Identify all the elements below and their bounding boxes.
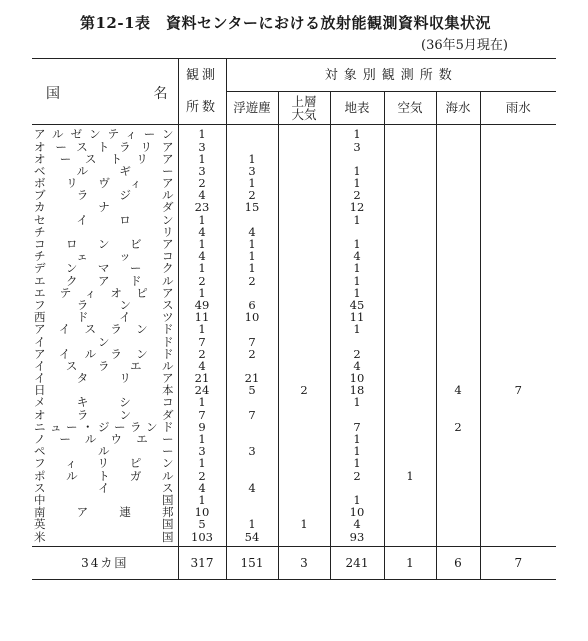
country-name: ポルトガル — [32, 470, 178, 482]
country-name: オーストリア — [32, 153, 178, 165]
surface-count: 4 — [330, 519, 384, 531]
dust-count: 1 — [226, 153, 278, 165]
sea-count — [436, 239, 480, 251]
rain-count — [480, 495, 556, 507]
total-count: 11 — [178, 312, 226, 324]
header-air: 空気 — [384, 92, 436, 125]
air-count — [384, 239, 436, 251]
total-row-sea: 6 — [436, 547, 480, 580]
total-count: 2 — [178, 275, 226, 287]
upper-air-count — [278, 482, 330, 494]
rain-count — [480, 275, 556, 287]
air-count — [384, 385, 436, 397]
air-count — [384, 507, 436, 519]
dust-count: 1 — [226, 519, 278, 531]
rain-count — [480, 458, 556, 470]
country-name: カナダ — [32, 202, 178, 214]
surface-count: 2 — [330, 470, 384, 482]
upper-air-count — [278, 166, 330, 178]
upper-air-count — [278, 312, 330, 324]
surface-count: 45 — [330, 300, 384, 312]
air-count — [384, 125, 436, 142]
air-count — [384, 263, 436, 275]
radioactivity-data-table — [32, 58, 556, 580]
upper-air-count — [278, 434, 330, 446]
upper-air-count — [278, 324, 330, 336]
total-count: 9 — [178, 422, 226, 434]
rain-count — [480, 422, 556, 434]
surface-count: 10 — [330, 507, 384, 519]
rain-count — [480, 470, 556, 482]
country-name: コロンビア — [32, 239, 178, 251]
upper-air-count — [278, 531, 330, 547]
country-name: 米国 — [32, 531, 178, 547]
sea-count — [436, 153, 480, 165]
air-count — [384, 178, 436, 190]
total-count: 10 — [178, 507, 226, 519]
sea-count — [436, 434, 480, 446]
air-count — [384, 495, 436, 507]
country-name: 西ドイツ — [32, 312, 178, 324]
rain-count — [480, 263, 556, 275]
header-upper-air — [278, 92, 330, 125]
country-name: オーストラリア — [32, 141, 178, 153]
total-count: 7 — [178, 336, 226, 348]
header-sea: 海水 — [436, 92, 480, 125]
total-count: 23 — [178, 202, 226, 214]
rain-count — [480, 336, 556, 348]
sea-count — [436, 214, 480, 226]
sea-count — [436, 312, 480, 324]
sea-count — [436, 336, 480, 348]
header-total-top: 観測 — [178, 59, 226, 92]
upper-air-count — [278, 275, 330, 287]
air-count — [384, 214, 436, 226]
country-name: デンマーク — [32, 263, 178, 275]
surface-count: 1 — [330, 275, 384, 287]
rain-count — [480, 287, 556, 299]
country-name: ノールウエー — [32, 434, 178, 446]
dust-count — [226, 458, 278, 470]
rain-count — [480, 166, 556, 178]
rain-count — [480, 214, 556, 226]
sea-count — [436, 397, 480, 409]
country-name: フランス — [32, 300, 178, 312]
upper-air-count — [278, 190, 330, 202]
header-group: 対象別観測所数 — [226, 59, 556, 92]
total-count: 4 — [178, 227, 226, 239]
total-count: 1 — [178, 214, 226, 226]
total-count: 103 — [178, 531, 226, 547]
rain-count — [480, 202, 556, 214]
upper-air-count — [278, 214, 330, 226]
country-name: 日本 — [32, 385, 178, 397]
total-count: 2 — [178, 178, 226, 190]
rain-count — [480, 361, 556, 373]
total-count: 4 — [178, 361, 226, 373]
surface-count: 2 — [330, 348, 384, 360]
total-count: 2 — [178, 470, 226, 482]
rain-count — [480, 482, 556, 494]
surface-count: 1 — [330, 263, 384, 275]
upper-air-count — [278, 336, 330, 348]
dust-count: 3 — [226, 446, 278, 458]
air-count — [384, 190, 436, 202]
total-count: 21 — [178, 373, 226, 385]
country-name: チェッコ — [32, 251, 178, 263]
sea-count — [436, 348, 480, 360]
upper-air-count: 1 — [278, 519, 330, 531]
total-count: 1 — [178, 495, 226, 507]
country-name: エティオピア — [32, 287, 178, 299]
total-count: 7 — [178, 409, 226, 421]
sea-count — [436, 227, 480, 239]
total-row-upper: 3 — [278, 547, 330, 580]
dust-count: 2 — [226, 275, 278, 287]
dust-count: 4 — [226, 482, 278, 494]
air-count — [384, 409, 436, 421]
total-count: 2 — [178, 348, 226, 360]
air-count — [384, 348, 436, 360]
country-name: アイルランド — [32, 348, 178, 360]
upper-air-count — [278, 153, 330, 165]
surface-count: 1 — [330, 166, 384, 178]
sea-count — [436, 251, 480, 263]
header-row-top — [32, 59, 556, 92]
upper-air-count — [278, 287, 330, 299]
upper-air-count — [278, 141, 330, 153]
surface-count: 1 — [330, 495, 384, 507]
upper-air-count — [278, 446, 330, 458]
total-count: 24 — [178, 385, 226, 397]
upper-air-count — [278, 458, 330, 470]
rain-count: 7 — [514, 383, 522, 398]
sea-count — [436, 495, 480, 507]
rain-count — [480, 434, 556, 446]
air-count — [384, 336, 436, 348]
air-count — [384, 153, 436, 165]
surface-count: 3 — [330, 141, 384, 153]
sea-count — [436, 361, 480, 373]
sea-count: 2 — [436, 422, 480, 434]
surface-count: 4 — [330, 251, 384, 263]
upper-air-count — [278, 202, 330, 214]
upper-air-count — [278, 397, 330, 409]
country-name: イタリア — [32, 373, 178, 385]
rain-count — [480, 531, 556, 547]
air-count — [384, 531, 436, 547]
total-count: 3 — [178, 166, 226, 178]
country-name: フィリピン — [32, 458, 178, 470]
table-subtitle: (36年5月現在) — [421, 38, 508, 53]
sea-count — [436, 507, 480, 519]
upper-air-count — [278, 495, 330, 507]
dust-count: 4 — [226, 227, 278, 239]
surface-count: 93 — [330, 531, 384, 547]
sea-count — [436, 446, 480, 458]
rain-count — [480, 239, 556, 251]
upper-air-count — [278, 409, 330, 421]
header-country-name — [32, 59, 178, 125]
header-total-bottom: 所数 — [178, 92, 226, 125]
upper-air-count — [278, 348, 330, 360]
upper-air-count — [278, 227, 330, 239]
dust-count: 7 — [226, 409, 278, 421]
sea-count — [436, 141, 480, 153]
dust-count — [226, 125, 278, 142]
air-count — [384, 166, 436, 178]
sea-count — [436, 470, 480, 482]
country-name: オランダ — [32, 409, 178, 421]
sea-count — [436, 482, 480, 494]
total-row-dust: 151 — [226, 547, 278, 580]
sea-count — [436, 519, 480, 531]
sea-count — [436, 190, 480, 202]
dust-count: 21 — [226, 373, 278, 385]
rain-count — [480, 519, 556, 531]
sea-count — [436, 458, 480, 470]
country-name: 南ア連邦 — [32, 507, 178, 519]
total-count: 1 — [178, 263, 226, 275]
surface-count: 1 — [330, 214, 384, 226]
country-name: 英国 — [32, 519, 178, 531]
total-count: 1 — [178, 153, 226, 165]
table-row — [32, 125, 556, 142]
rain-count — [480, 324, 556, 336]
sea-count — [436, 263, 480, 275]
surface-count: 12 — [330, 202, 384, 214]
upper-air-count — [278, 361, 330, 373]
sea-count — [436, 125, 480, 142]
air-count — [384, 202, 436, 214]
surface-count: 1 — [330, 324, 384, 336]
upper-air-count — [278, 422, 330, 434]
upper-air-count — [278, 470, 330, 482]
surface-count: 18 — [330, 385, 384, 397]
dust-count: 6 — [226, 300, 278, 312]
surface-count: 2 — [330, 190, 384, 202]
upper-air-count — [278, 178, 330, 190]
dust-count: 5 — [226, 385, 278, 397]
sea-count — [436, 178, 480, 190]
air-count — [384, 434, 436, 446]
total-count: 1 — [178, 458, 226, 470]
rain-count — [480, 125, 556, 142]
total-count: 5 — [178, 519, 226, 531]
rain-count — [480, 141, 556, 153]
upper-air-count — [278, 239, 330, 251]
surface-count: 1 — [330, 434, 384, 446]
table-body — [32, 125, 556, 547]
air-count — [384, 519, 436, 531]
dust-count: 3 — [226, 166, 278, 178]
total-row-total: 317 — [178, 547, 226, 580]
dust-count: 10 — [226, 312, 278, 324]
rain-count — [480, 178, 556, 190]
sea-count — [436, 287, 480, 299]
total-count: 1 — [178, 397, 226, 409]
country-name: ベルギー — [32, 166, 178, 178]
header-name-part1: 国 — [46, 86, 60, 102]
total-count: 4 — [178, 251, 226, 263]
table-row — [32, 531, 556, 547]
dust-count: 54 — [226, 531, 278, 547]
sea-count — [436, 275, 480, 287]
dust-count — [226, 422, 278, 434]
sea-count — [436, 324, 480, 336]
total-count: 3 — [178, 446, 226, 458]
air-count — [384, 141, 436, 153]
country-name: インド — [32, 336, 178, 348]
header-upper-line2: 大気 — [291, 107, 317, 122]
surface-count: 1 — [330, 446, 384, 458]
country-name: チリ — [32, 227, 178, 239]
dust-count: 2 — [226, 190, 278, 202]
country-name: イスラエル — [32, 361, 178, 373]
surface-count: 11 — [330, 312, 384, 324]
sea-count — [436, 531, 480, 547]
country-name: セイロン — [32, 214, 178, 226]
rain-count — [480, 409, 556, 421]
total-count: 3 — [178, 141, 226, 153]
total-count: 1 — [178, 287, 226, 299]
country-name: アイスランド — [32, 324, 178, 336]
air-count — [384, 227, 436, 239]
dust-count: 15 — [226, 202, 278, 214]
header-name-part2: 名 — [153, 86, 168, 102]
surface-count: 1 — [330, 178, 384, 190]
country-name: スイス — [32, 482, 178, 494]
rain-count — [480, 397, 556, 409]
sea-count: 4 — [436, 385, 480, 397]
surface-count: 10 — [330, 373, 384, 385]
surface-count: 1 — [330, 239, 384, 251]
dust-count: 1 — [226, 263, 278, 275]
total-count: 49 — [178, 300, 226, 312]
upper-air-count — [278, 300, 330, 312]
air-count — [384, 446, 436, 458]
air-count — [384, 312, 436, 324]
air-count — [384, 422, 436, 434]
dust-count — [226, 495, 278, 507]
table-title: 第12-1表 資料センターにおける放射能観測資料収集状況 — [80, 14, 491, 32]
country-name: ボリヴィア — [32, 178, 178, 190]
rain-count — [480, 227, 556, 239]
rain-count — [480, 446, 556, 458]
surface-count: 7 — [330, 422, 384, 434]
rain-count — [480, 153, 556, 165]
rain-count — [480, 300, 556, 312]
country-name: ブラジル — [32, 190, 178, 202]
dust-count: 2 — [226, 348, 278, 360]
total-count: 4 — [178, 482, 226, 494]
total-row-air: 1 — [384, 547, 436, 580]
upper-air-count — [278, 125, 330, 142]
sea-count — [436, 166, 480, 178]
country-name: アルゼンティーン — [32, 125, 178, 142]
rain-count — [480, 507, 556, 519]
header-surface: 地表 — [330, 92, 384, 125]
total-row-name: 34カ国 — [32, 547, 178, 580]
country-name: ペルー — [32, 446, 178, 458]
country-name: 中国 — [32, 495, 178, 507]
total-count: 1 — [178, 239, 226, 251]
surface-count: 1 — [330, 125, 384, 142]
air-count — [384, 275, 436, 287]
dust-count: 1 — [226, 251, 278, 263]
total-count: 1 — [178, 434, 226, 446]
rain-count — [480, 190, 556, 202]
rain-count — [480, 251, 556, 263]
header-dust: 浮遊塵 — [226, 92, 278, 125]
country-name: エクアドル — [32, 275, 178, 287]
sea-count — [436, 202, 480, 214]
upper-air-count — [278, 251, 330, 263]
total-count: 4 — [178, 190, 226, 202]
air-count — [384, 324, 436, 336]
header-rain: 雨水 — [480, 92, 556, 125]
air-count: 1 — [384, 470, 436, 482]
surface-count: 1 — [330, 397, 384, 409]
total-count: 1 — [178, 125, 226, 142]
air-count — [384, 397, 436, 409]
total-row-rain: 7 — [480, 547, 556, 580]
total-row-surface: 241 — [330, 547, 384, 580]
country-name: ニュー・ジーランド — [32, 422, 178, 434]
surface-count: 1 — [330, 287, 384, 299]
rain-count — [480, 348, 556, 360]
total-count: 1 — [178, 324, 226, 336]
air-count — [384, 482, 436, 494]
country-name: メキシコ — [32, 397, 178, 409]
upper-air-count — [278, 263, 330, 275]
dust-count: 7 — [226, 336, 278, 348]
dust-count: 1 — [226, 239, 278, 251]
air-count — [384, 361, 436, 373]
air-count — [384, 287, 436, 299]
air-count — [384, 373, 436, 385]
surface-count: 1 — [330, 458, 384, 470]
upper-air-count: 2 — [278, 385, 330, 397]
air-count — [384, 300, 436, 312]
surface-count: 4 — [330, 361, 384, 373]
air-count — [384, 251, 436, 263]
dust-count: 1 — [226, 178, 278, 190]
sea-count — [436, 300, 480, 312]
header-upper-line1: 上層 — [291, 93, 317, 109]
rain-count — [480, 312, 556, 324]
total-row — [32, 547, 556, 580]
